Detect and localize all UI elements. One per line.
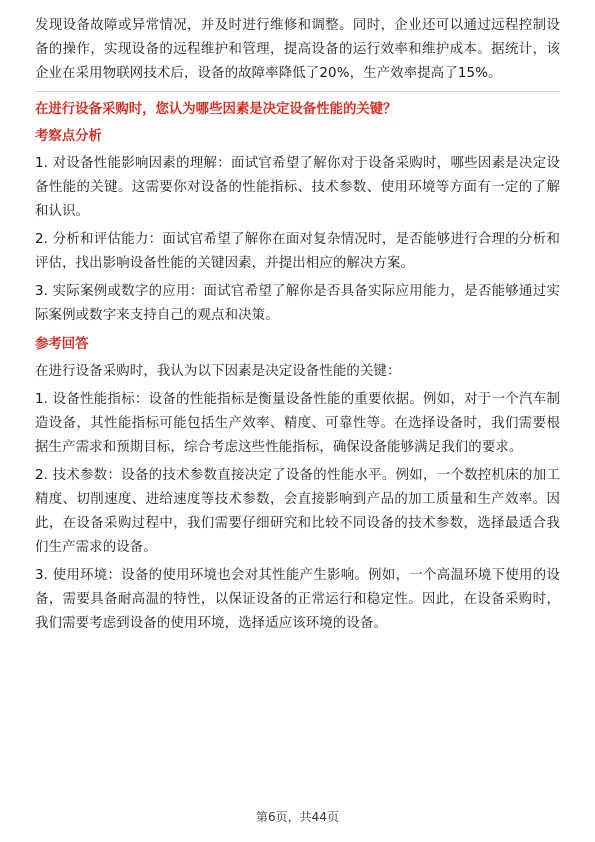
answer-heading: 参考回答 xyxy=(35,337,89,352)
answer-item: 2. 技术参数：设备的技术参数直接决定了设备的性能水平。例如，一个数控机床的加工精度、切削速度、进给速度等技术参数，会直接影响到产品的加工质量和生产效率。因此，在设备采购过程中，我们需要仔细研究和比较不同设备的技术参数，选择最适合我们生产需求的设备。 xyxy=(35,468,560,555)
section-divider xyxy=(35,91,560,92)
answer-item: 1. 设备性能指标：设备的性能指标是衡量设备性能的重要依据。例如，对于一个汽车制造设备，其性能指标可能包括生产效率、精度、可靠性等。在选择设备时，我们需要根据生产需求和预期目标，综合考虑这些性能指标，确保设备能够满足我们的要求。 xyxy=(35,392,560,455)
answer-lead: 在进行设备采购时，我认为以下因素是决定设备性能的关键： xyxy=(35,364,401,379)
analysis-item: 1. 对设备性能影响因素的理解：面试官希望了解你对于设备采购时，哪些因素是决定设备性能的关键。这需要你对设备的性能指标、技术参数、使用环境等方面有一定的了解和认识。 xyxy=(35,156,560,219)
interview-question: 在进行设备采购时，您认为哪些因素是决定设备性能的关键？ xyxy=(35,102,397,117)
answer-item: 3. 使用环境：设备的使用环境也会对其性能产生影响。例如，一个高温环境下使用的设备，需要具备耐高温的特性，以保证设备的正常运行和稳定性。因此，在设备采购时，我们需要考虑到设备的使用环境，选择适应该环境的设备。 xyxy=(35,568,560,631)
analysis-item: 3. 实际案例或数字的应用：面试官希望了解你是否具备实际应用能力，是否能够通过实际案例或数字来支持自己的观点和决策。 xyxy=(35,284,560,323)
analysis-heading: 考察点分析 xyxy=(35,129,102,144)
document-page xyxy=(35,14,560,636)
analysis-item: 2. 分析和评估能力：面试官希望了解你在面对复杂情况时，是否能够进行合理的分析和评估，找出影响设备性能的关键因素，并提出相应的解决方案。 xyxy=(35,232,560,271)
page-number: 第6页，共44页 xyxy=(256,810,339,824)
intro-paragraph: 发现设备故障或异常情况，并及时进行维修和调整。同时，企业还可以通过远程控制设备的操作，实现设备的远程维护和管理，提高设备的运行效率和维护成本。据统计，该企业在采用物联网技术后，设备的故障率降低了20%，生产效率提高了15%。 xyxy=(35,18,560,81)
